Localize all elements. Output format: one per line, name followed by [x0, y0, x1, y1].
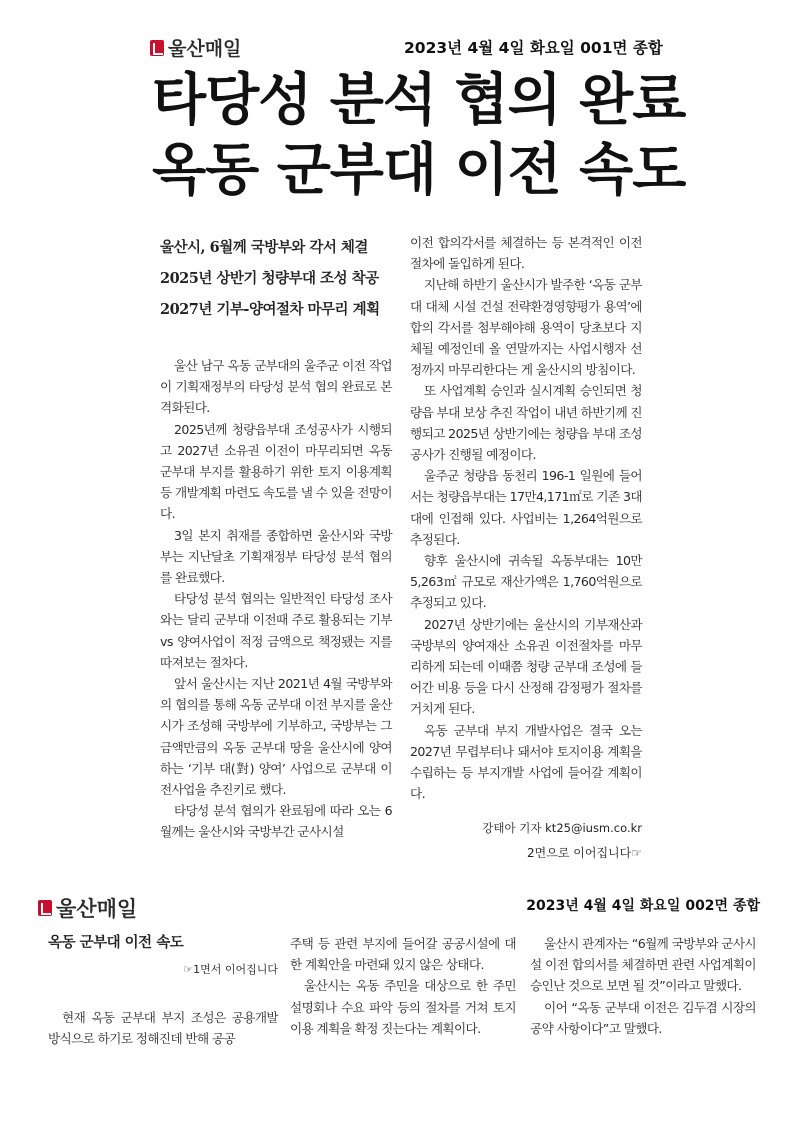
logo-text: 울산매일 — [168, 38, 242, 60]
subheads — [160, 232, 400, 325]
headline-line1: 타당성 분석 협의 완료 — [152, 68, 686, 133]
logo-mark-icon — [150, 40, 164, 56]
section-title: 옥동 군부대 이전 속도 — [48, 935, 184, 951]
paragraph: 지난해 하반기 울산시가 발주한 ‘옥동 군부대 대체 시설 건설 전략환경영향평가 용역’에 합의 각서를 첨부해야해 용역이 당초보다 지체될 예정인데 올 연말까지는 사업시행자 선정까지 마무리한다는 게 울산시의 방침이다. — [410, 277, 642, 378]
dateline: 2023년 4월 4일 화요일 002면 종합 — [526, 898, 760, 914]
subhead: 울산시, 6월께 국방부와 각서 체결 — [160, 239, 368, 256]
newspaper-logo — [38, 893, 137, 923]
article-left-column — [160, 355, 392, 843]
paragraph: 옥동 군부대 부지 개발사업은 결국 오는 2027년 무렵부터나 돼서야 토지이용 계획을 수립하는 등 부지개발 사업에 들어갈 계획이다. — [410, 722, 642, 802]
paragraph: 현재 옥동 군부대 부지 조성은 공용개발 방식으로 하기로 정해진데 반해 공공 — [48, 1010, 278, 1047]
headline-line2: 옥동 군부대 이전 속도 — [152, 138, 686, 203]
continued-note: 2면으로 이어집니다☞ — [527, 846, 642, 860]
paragraph: 울산시는 옥동 주민을 대상으로 한 주민 설명회나 수요 파악 등의 절차를 거쳐 토지이용 계획을 확정 짓는다는 계획이다. — [290, 978, 516, 1036]
page2-column1 — [48, 933, 278, 1049]
byline: 강태아 기자 kt25@iusm.co.kr — [482, 821, 642, 835]
paragraph: 이전 합의각서를 체결하는 등 본격적인 이전 절차에 돌입하게 된다. — [410, 235, 642, 272]
article-right-column — [410, 232, 642, 804]
paragraph: 타당성 분석 협의가 완료됨에 따라 오는 6월께는 울산시와 국방부간 군사시설 — [160, 803, 392, 840]
paragraph: 앞서 울산시는 지난 2021년 4월 국방부와의 협의를 통해 옥동 군부대 이전 부지를 울산시가 조성해 국방부에 기부하고, 국방부는 그 금액만큼의 옥동 군부대 땅을 울산시에 양여하는 ‘기부 대(對) 양여’ 사업으로 군부대 이전사업을 추진키로 했다. — [160, 676, 393, 798]
paragraph: 2025년께 청량읍부대 조성공사가 시행되고 2027년 소유권 이전이 마무리되면 옥동 군부대 부지를 활용하기 위한 토지 이용계획 등 개발계획 마련도 속도를 낼 수 있을 전망이다. — [160, 421, 393, 522]
page2-column3 — [530, 933, 756, 1039]
newspaper-logo — [150, 34, 241, 61]
paragraph: 울산시 관계자는 “6월께 국방부와 군사시설 이전 합의서를 체결하면 관련 사업계획이 승인난 것으로 보면 될 것”이라고 말했다. — [530, 936, 756, 994]
logo-text: 울산매일 — [56, 897, 138, 921]
paragraph: 주택 등 관련 부지에 들어갈 공공시설에 대한 계획안을 마련돼 있지 않은 상태다. — [290, 936, 516, 973]
dateline: 2023년 4월 4일 화요일 001면 종합 — [404, 39, 663, 57]
subhead: 2027년 기부-양여절차 마무리 계획 — [160, 301, 380, 318]
paragraph: 3일 본지 취재를 종합하면 울산시와 국방부는 지난달초 기획재정부 타당성 분석 협의를 완료했다. — [160, 527, 392, 586]
paragraph: 이어 “옥동 군부대 이전은 김두겸 시장의 공약 사항이다”고 말했다. — [530, 999, 756, 1036]
paragraph: 향후 울산시에 귀속될 옥동부대는 10만5,263㎡ 규모로 재산가액은 1,760억원으로 추정되고 있다. — [410, 553, 642, 611]
paragraph: 2027년 상반기에는 울산시의 기부재산과 국방부의 양여재산 소유권 이전절차를 마무리하게 되는데 이때쯤 청량 군부대 조성에 들어간 비용 등을 다시 산정해 감정평가 절차를 거치게 된다. — [410, 616, 642, 717]
continued-from: ☞1면서 이어집니다 — [183, 963, 278, 976]
paragraph: 타당성 분석 협의는 일반적인 타당성 조사와는 달리 군부대 이전때 주로 활용되는 기부 vs 양여사업이 적정 금액으로 책정됐는 지를 따져보는 절차다. — [160, 591, 392, 670]
paragraph: 또 사업계획 승인과 실시계획 승인되면 청량읍 부대 보상 추진 작업이 내년 하반기께 진행되고 2025년 상반기에는 청량읍 부대 조성공사가 진행될 예정이다. — [410, 383, 643, 463]
paragraph: 울산 남구 옥동 군부대의 울주군 이전 작업이 기획재정부의 타당성 분석 협의 완료로 본격화된다. — [160, 358, 392, 416]
logo-mark-icon — [38, 900, 52, 916]
subhead: 2025년 상반기 청량부대 조성 착공 — [160, 270, 379, 287]
paragraph: 울주군 청량읍 동천리 196-1 일원에 들어서는 청량읍부대는 17만4,171㎡로 기존 3대대에 인접해 있다. 사업비는 1,264억원으로 추정된다. — [410, 468, 642, 547]
page2-column2 — [290, 933, 516, 1039]
